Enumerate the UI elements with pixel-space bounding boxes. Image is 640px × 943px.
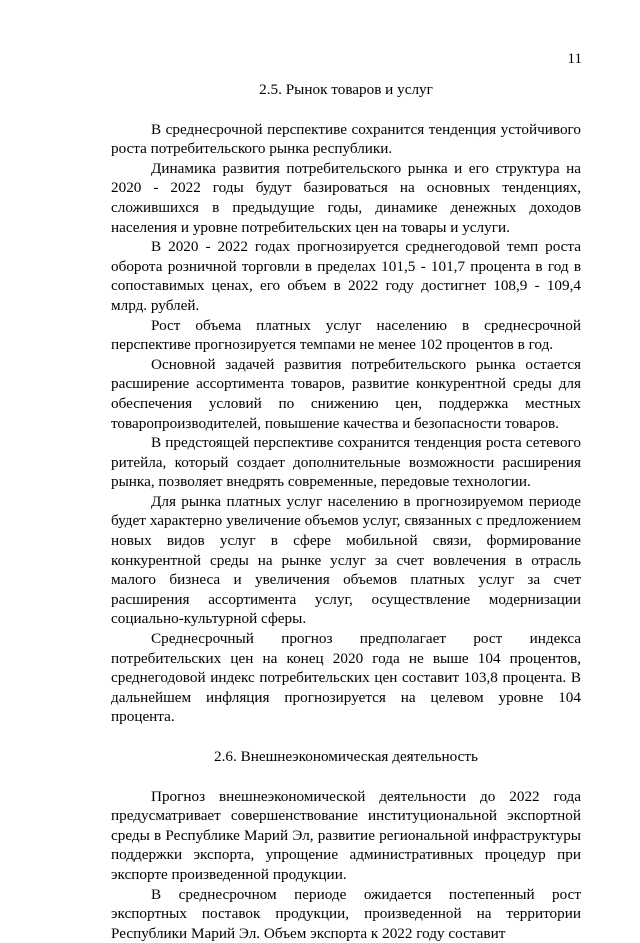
paragraph: В среднесрочной перспективе сохранится тенденция устойчивого роста потребительского рынка республики.: [111, 120, 581, 158]
paragraph: В предстоящей перспективе сохранится тенденция роста сетевого ритейла, который создает дополнительные возможности расширения рынка, позволяет внедрять современные, передовые технологии.: [111, 434, 581, 491]
page-number: 11: [567, 51, 582, 67]
section-heading-foreign-trade: 2.6. Внешнеэкономическая деятельность: [214, 748, 478, 765]
paragraph: В 2020 - 2022 годах прогнозируется среднегодовой темп роста оборота розничной торговли в пределах 101,5 - 101,7 процента в год в сопоставимых ценах, его объем в 2022 году достигнет 108,9 - 109,4 млрд. рублей.: [111, 238, 581, 314]
paragraph: Среднесрочный прогноз предполагает рост индекса потребительских цен на конец 2020 года не выше 104 процентов, среднегодовой индекс потребительских цен составит 103,8 процента. В дальнейшем инфляция прогнозируется на целевом уровне 104 процента.: [111, 630, 581, 726]
paragraph: Рост объема платных услуг населению в среднесрочной перспективе прогнозируется темпами не менее 102 процентов в год.: [111, 316, 581, 354]
paragraph: Основной задачей развития потребительского рынка остается расширение ассортимента товаров, развитие конкурентной среды для обеспечения условий по снижению цен, поддержка местных товаропроизводителей, повышение качества и безопасности товаров.: [111, 355, 581, 432]
paragraph: Динамика развития потребительского рынка и его структура на 2020 - 2022 годы будут базироваться на основных тенденциях, сложившихся в предыдущие годы, динамике денежных доходов населения и уровне потребительских цен на товары и услуги.: [111, 159, 581, 236]
document-body: [111, 80, 581, 943]
paragraph: Прогноз внешнеэкономической деятельности до 2022 года предусматривает совершенствование институциональной экспортной среды в Республике Марий Эл, развитие региональной инфраструктуры поддержки экспорта, упрощение административных процедур при экспорте произведенной продукции.: [111, 787, 581, 883]
paragraph: В среднесрочном периоде ожидается постепенный рост экспортных поставок продукции, произведенной на территории Республики Марий Эл. Объем экспорта к 2022 году составит: [111, 885, 581, 942]
paragraph: Для рынка платных услуг населению в прогнозируемом периоде будет характерно увеличение объемов услуг, связанных с предложением новых видов услуг в сфере мобильной связи, формирование конкурентной среды на рынке услуг за счет вовлечения в отрасль малого бизнеса и увеличения объемов платных услуг за счет расширения ассортимента услуг, осуществление модернизации социально-культурной сферы.: [111, 492, 581, 628]
section-heading-consumer-market: 2.5. Рынок товаров и услуг: [259, 81, 433, 98]
